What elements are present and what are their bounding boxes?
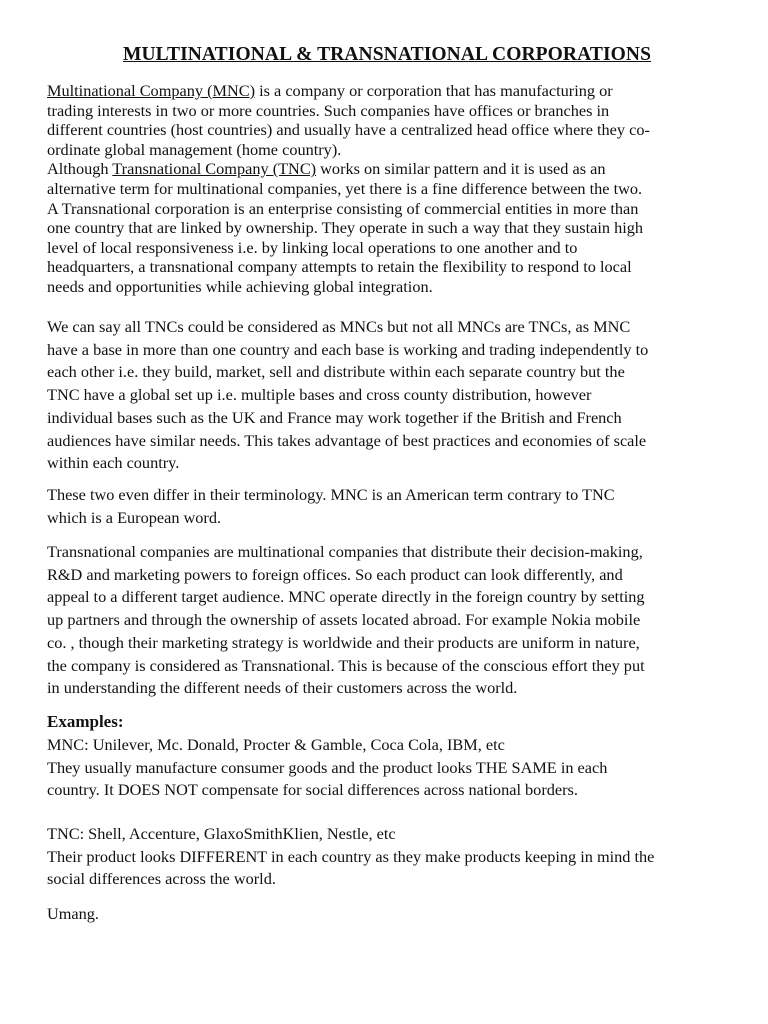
- text-line: These two even differ in their terminology. MNC is an American term contrary to TNC: [47, 485, 615, 504]
- mnc-examples-paragraph: [47, 734, 727, 802]
- text-line: ordinate global management (home country).: [47, 139, 342, 159]
- text-line: individual bases such as the UK and France may work together if the British and French: [47, 407, 622, 427]
- text-line: TNC: Shell, Accenture, GlaxoSmithKlien, Nestle, etc: [47, 824, 396, 843]
- text-line: appeal to a different target audience. MNC operate directly in the foreign country by setting: [47, 587, 645, 607]
- tnc-definition-text: works on similar pattern and it is used as an: [316, 159, 606, 179]
- text-line: different countries (host countries) and usually have a centralized head office where they co-: [47, 120, 650, 140]
- text-line: trading interests in two or more countries. Such companies have offices or branches in: [47, 100, 610, 120]
- text-line: R&D and marketing powers to foreign offices. So each product can look differently, and: [47, 564, 623, 584]
- signature: Umang.: [47, 904, 99, 923]
- text-line: which is a European word.: [47, 507, 222, 527]
- text-line: They usually manufacture consumer goods and the product looks THE SAME in each: [47, 757, 608, 777]
- text-line: [47, 81, 727, 101]
- text-line: alternative term for multinational companies, yet there is a fine difference between the two.: [47, 178, 643, 198]
- text-line: in understanding the different needs of their customers across the world.: [47, 678, 518, 698]
- text-line: MNC: Unilever, Mc. Donald, Procter & Gamble, Coca Cola, IBM, etc: [47, 735, 505, 754]
- text-line: Transnational companies are multinational companies that distribute their decision-making,: [47, 542, 643, 561]
- mnc-definition-text: is a company or corporation that has manufacturing or: [255, 81, 613, 100]
- intro-paragraph: [47, 81, 727, 297]
- although-text: Although: [47, 159, 113, 179]
- text-line: one country that are linked by ownership. They operate in such a way that they sustain high: [47, 218, 644, 238]
- text-line: TNC have a global set up i.e. multiple bases and cross county distribution, however: [47, 385, 592, 405]
- text-line: country. It DOES NOT compensate for social differences across national borders.: [47, 780, 578, 800]
- text-line: [47, 159, 727, 179]
- text-line: have a base in more than one country and each base is working and trading independently to: [47, 339, 649, 359]
- text-line: A Transnational corporation is an enterprise consisting of commercial entities in more than: [47, 198, 639, 218]
- text-line: social differences across the world.: [47, 869, 276, 889]
- document-title: MULTINATIONAL & TRANSNATIONAL CORPORATIONS: [122, 44, 652, 65]
- comparison-paragraph: [47, 316, 727, 475]
- tnc-term: Transnational Company (TNC): [112, 159, 317, 179]
- text-line: needs and opportunities while achieving global integration.: [47, 276, 433, 296]
- text-line: headquarters, a transnational company attempts to retain the flexibility to respond to local: [47, 257, 632, 277]
- examples-heading: Examples:: [47, 712, 124, 731]
- text-line: Their product looks DIFFERENT in each country as they make products keeping in mind the: [47, 846, 655, 866]
- text-line: We can say all TNCs could be considered as MNCs but not all MNCs are TNCs, as MNC: [47, 317, 631, 336]
- text-line: audiences have similar needs. This takes advantage of best practices and economies of scale: [47, 430, 647, 450]
- terminology-paragraph: [47, 484, 727, 529]
- tnc-examples-paragraph: [47, 823, 727, 891]
- transnational-paragraph: [47, 541, 727, 700]
- text-line: up partners and through the ownership of assets located abroad. For example Nokia mobile: [47, 610, 641, 630]
- text-line: within each country.: [47, 453, 180, 473]
- text-line: the company is considered as Transnational. This is because of the conscious effort they put: [47, 655, 645, 675]
- text-line: each other i.e. they build, market, sell and distribute within each separate country but the: [47, 362, 625, 382]
- mnc-term: Multinational Company (MNC): [47, 81, 256, 100]
- text-line: co. , though their marketing strategy is worldwide and their products are uniform in nature,: [47, 632, 640, 652]
- text-line: level of local responsiveness i.e. by linking local operations to one another and to: [47, 237, 578, 257]
